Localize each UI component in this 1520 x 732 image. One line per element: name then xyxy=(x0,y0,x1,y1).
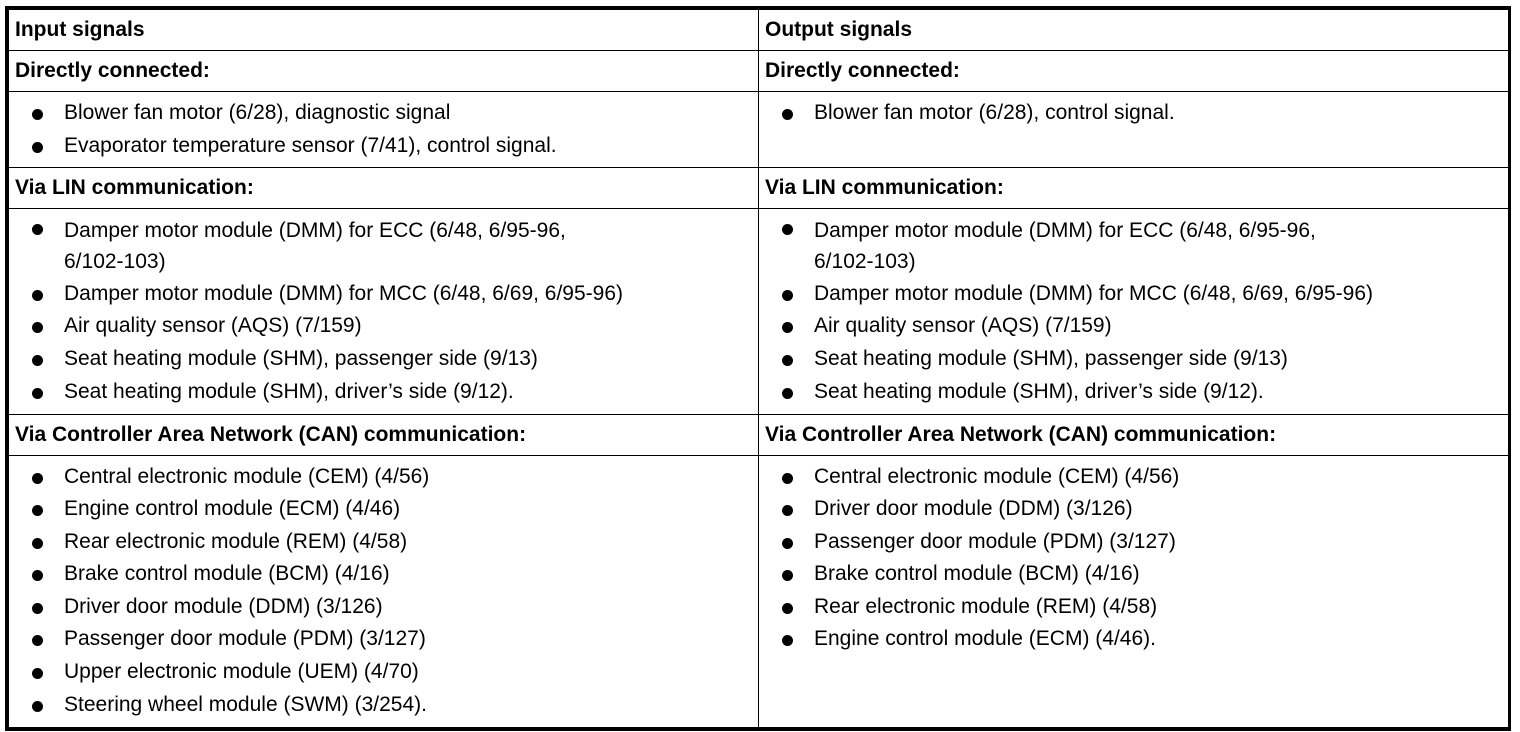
list-item-text: Air quality sensor (AQS) (7/159) xyxy=(64,314,362,338)
bullet-icon xyxy=(32,224,43,235)
bullet-icon xyxy=(32,570,43,581)
section-title-row xyxy=(9,51,1509,92)
list-item xyxy=(765,558,1502,591)
list-item xyxy=(15,689,752,722)
sections-body xyxy=(9,51,1509,728)
input-signals-header: Input signals xyxy=(9,10,759,51)
list-item xyxy=(15,278,752,311)
input-signal-list xyxy=(15,209,752,412)
list-item xyxy=(15,214,752,278)
list-item-text: Damper motor module (DMM) for ECC (6/48, 6/95-96, 6/102-103) xyxy=(814,218,1316,273)
list-item xyxy=(15,526,752,559)
bullet-icon xyxy=(32,668,43,679)
list-item-text: Evaporator temperature sensor (7/41), control signal. xyxy=(64,133,557,157)
bullet-icon xyxy=(32,701,43,712)
list-item xyxy=(765,376,1502,409)
list-item-text: Engine control module (ECM) (4/46). xyxy=(814,627,1156,651)
list-item xyxy=(15,558,752,591)
bullet-icon xyxy=(782,224,793,235)
bullet-icon xyxy=(32,322,43,333)
list-item-text: Upper electronic module (UEM) (4/70) xyxy=(64,660,419,684)
list-item xyxy=(765,214,1502,278)
bullet-icon xyxy=(782,635,793,646)
bullet-icon xyxy=(32,635,43,646)
list-item-text: Blower fan motor (6/28), diagnostic signal xyxy=(64,101,451,125)
list-item-text: Driver door module (DDM) (3/126) xyxy=(64,594,383,618)
input-items-cell xyxy=(9,92,759,168)
bullet-icon xyxy=(782,473,793,484)
output-items-cell xyxy=(759,455,1509,727)
list-item xyxy=(15,493,752,526)
list-item xyxy=(765,493,1502,526)
output-section-title: Via LIN communication: xyxy=(759,167,1509,208)
list-item xyxy=(15,591,752,624)
section-title-row xyxy=(9,167,1509,208)
list-item xyxy=(15,656,752,689)
bullet-icon xyxy=(782,290,793,301)
output-items-cell xyxy=(759,208,1509,414)
list-item-text: Blower fan motor (6/28), control signal. xyxy=(814,101,1175,125)
signals-table xyxy=(8,9,1509,728)
input-items-cell xyxy=(9,455,759,727)
list-item xyxy=(765,310,1502,343)
list-item-text: Seat heating module (SHM), driver’s side (9/12). xyxy=(64,379,514,403)
input-signal-list xyxy=(15,92,752,166)
bullet-icon xyxy=(782,570,793,581)
list-item xyxy=(15,130,752,163)
input-section-title: Directly connected: xyxy=(9,51,759,92)
input-section-title: Via Controller Area Network (CAN) communication: xyxy=(9,414,759,455)
list-item xyxy=(765,343,1502,376)
bullet-icon xyxy=(782,538,793,549)
list-item-text: Passenger door module (PDM) (3/127) xyxy=(814,529,1176,553)
bullet-icon xyxy=(32,109,43,120)
list-item-text: Damper motor module (DMM) for MCC (6/48, 6/69, 6/95-96) xyxy=(814,281,1374,305)
bullet-icon xyxy=(782,355,793,366)
list-item xyxy=(765,623,1502,656)
bullet-icon xyxy=(32,603,43,614)
list-item xyxy=(765,97,1502,130)
list-item-text: Brake control module (BCM) (4/16) xyxy=(64,562,390,586)
bullet-icon xyxy=(782,109,793,120)
list-item xyxy=(15,461,752,494)
list-item-text: Brake control module (BCM) (4/16) xyxy=(814,562,1140,586)
list-item-text: Passenger door module (PDM) (3/127) xyxy=(64,627,426,651)
bullet-icon xyxy=(32,538,43,549)
signals-table-frame xyxy=(5,6,1511,731)
list-item xyxy=(765,526,1502,559)
list-item xyxy=(765,278,1502,311)
list-item-text: Driver door module (DDM) (3/126) xyxy=(814,497,1133,521)
bullet-icon xyxy=(32,142,43,153)
output-signal-list xyxy=(765,209,1502,412)
section-title-row xyxy=(9,414,1509,455)
list-item-text: Damper motor module (DMM) for MCC (6/48, 6/69, 6/95-96) xyxy=(64,281,624,305)
bullet-icon xyxy=(782,505,793,516)
input-section-title: Via LIN communication: xyxy=(9,167,759,208)
list-item-text: Rear electronic module (REM) (4/58) xyxy=(64,529,408,553)
bullet-icon xyxy=(32,473,43,484)
list-item xyxy=(15,376,752,409)
section-items-row xyxy=(9,92,1509,168)
output-section-title: Via Controller Area Network (CAN) communication: xyxy=(759,414,1509,455)
list-item xyxy=(15,623,752,656)
list-item xyxy=(15,310,752,343)
list-item-text: Steering wheel module (SWM) (3/254). xyxy=(64,692,427,716)
list-item xyxy=(765,591,1502,624)
output-signals-header: Output signals xyxy=(759,10,1509,51)
input-items-cell xyxy=(9,208,759,414)
list-item-text: Central electronic module (CEM) (4/56) xyxy=(814,464,1180,488)
table-header-row xyxy=(9,10,1509,51)
bullet-icon xyxy=(782,322,793,333)
list-item xyxy=(15,97,752,130)
list-item-text: Central electronic module (CEM) (4/56) xyxy=(64,464,430,488)
list-item-text: Seat heating module (SHM), passenger side (9/13) xyxy=(814,347,1288,371)
bullet-icon xyxy=(32,505,43,516)
bullet-icon xyxy=(32,388,43,399)
output-signal-list xyxy=(765,92,1502,134)
input-signal-list xyxy=(15,456,752,726)
bullet-icon xyxy=(782,388,793,399)
section-items-row xyxy=(9,455,1509,727)
list-item xyxy=(15,343,752,376)
bullet-icon xyxy=(32,355,43,366)
output-signal-list xyxy=(765,456,1502,661)
list-item-text: Air quality sensor (AQS) (7/159) xyxy=(814,314,1112,338)
output-section-title: Directly connected: xyxy=(759,51,1509,92)
bullet-icon xyxy=(782,603,793,614)
bullet-icon xyxy=(32,290,43,301)
list-item-text: Rear electronic module (REM) (4/58) xyxy=(814,594,1158,618)
list-item xyxy=(765,461,1502,494)
list-item-text: Damper motor module (DMM) for ECC (6/48, 6/95-96, 6/102-103) xyxy=(64,218,566,273)
section-items-row xyxy=(9,208,1509,414)
list-item-text: Seat heating module (SHM), passenger side (9/13) xyxy=(64,347,538,371)
list-item-text: Engine control module (ECM) (4/46) xyxy=(64,497,401,521)
list-item-text: Seat heating module (SHM), driver’s side (9/12). xyxy=(814,379,1264,403)
output-items-cell xyxy=(759,92,1509,168)
